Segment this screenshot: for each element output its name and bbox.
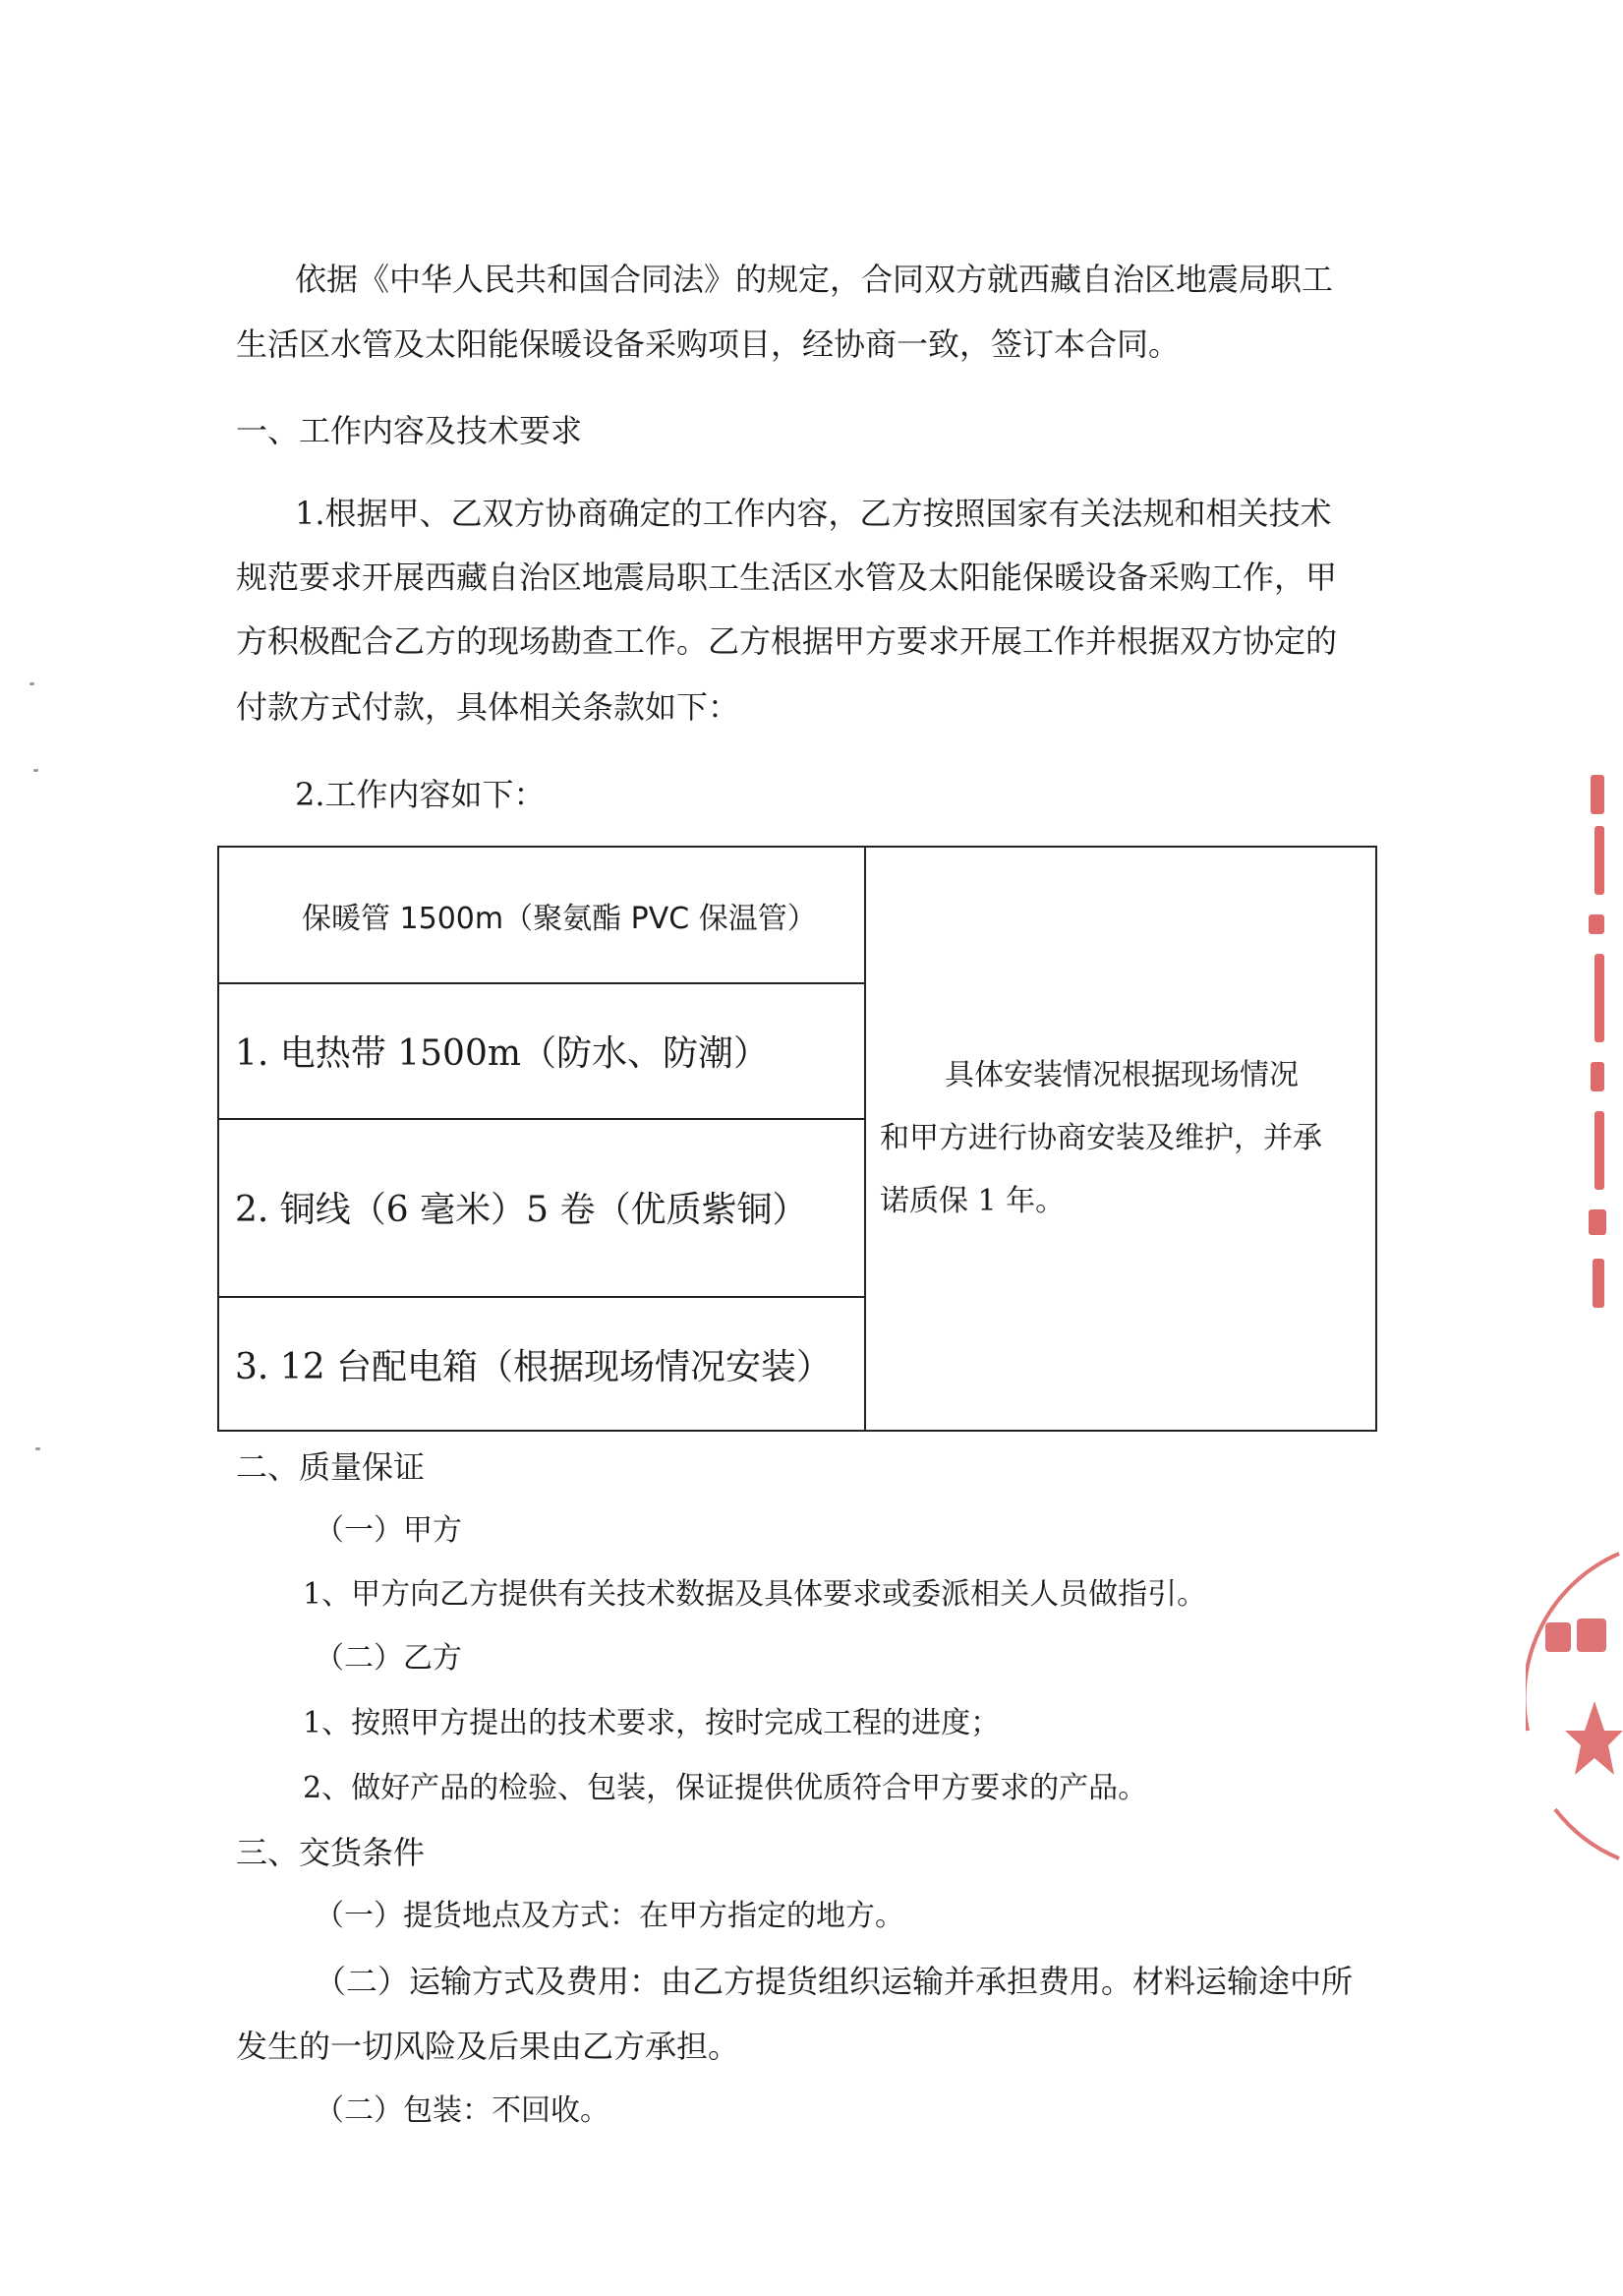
section-heading: 三、交货条件 xyxy=(236,1834,426,1871)
note-line: 具体安装情况根据现场情况 xyxy=(945,1058,1299,1092)
subsection-label: （一）甲方 xyxy=(315,1513,462,1548)
note-line: 诺质保 1 年。 xyxy=(880,1184,1066,1218)
scan-speck xyxy=(29,682,34,685)
scan-speck xyxy=(33,769,38,772)
clause-line: 发生的一切风险及后果由乙方承担。 xyxy=(236,2028,740,2065)
clause-line: （二）运输方式及费用：由乙方提货组织运输并承担费用。材料运输途中所 xyxy=(315,1963,1354,2000)
note-line: 和甲方进行协商安装及维护，并承 xyxy=(880,1121,1322,1155)
intro-paragraph-line: 生活区水管及太阳能保暖设备采购项目，经协商一致，签订本合同。 xyxy=(236,325,1181,363)
clause-line: （二）包装：不回收。 xyxy=(315,2093,609,2128)
clause-line: （一）提货地点及方式：在甲方指定的地方。 xyxy=(315,1899,904,1933)
scan-speck xyxy=(35,1447,40,1450)
clause-line: 1、甲方向乙方提供有关技术数据及具体要求或委派相关人员做指引。 xyxy=(303,1577,1207,1612)
clause-line: 规范要求开展西藏自治区地震局职工生活区水管及太阳能保暖设备采购工作，甲 xyxy=(236,559,1338,596)
clause-line: 1、按照甲方提出的技术要求，按时完成工程的进度； xyxy=(303,1706,1001,1740)
clause-line: 2、做好产品的检验、包装，保证提供优质符合甲方要求的产品。 xyxy=(303,1771,1148,1805)
clause-line: 方积极配合乙方的现场勘查工作。乙方根据甲方要求开展工作并根据双方协定的 xyxy=(236,622,1338,660)
intro-paragraph-line: 依据《中华人民共和国合同法》的规定，合同双方就西藏自治区地震局职工 xyxy=(295,261,1334,298)
table-row: 3. 12 台配电箱（根据现场情况安装） xyxy=(235,1346,833,1387)
work-content-table xyxy=(217,846,1377,1432)
seal-stamp-round xyxy=(1526,1534,1623,1888)
installation-note xyxy=(866,848,1375,1430)
clause-line: 2.工作内容如下： xyxy=(295,776,546,813)
subsection-label: （二）乙方 xyxy=(315,1641,462,1676)
section-heading: 一、工作内容及技术要求 xyxy=(236,412,583,449)
seal-stamp-edge xyxy=(1573,767,1612,1318)
table-row: 保暖管 1500m（聚氨酯 PVC 保温管） xyxy=(302,901,817,936)
table-row: 1. 电热带 1500m（防水、防潮） xyxy=(235,1032,769,1074)
section-heading: 二、质量保证 xyxy=(236,1448,426,1486)
clause-line: 1.根据甲、乙双方协商确定的工作内容，乙方按照国家有关法规和相关技术 xyxy=(295,495,1332,532)
clause-line: 付款方式付款，具体相关条款如下： xyxy=(236,688,740,726)
table-row: 2. 铜线（6 毫米）5 卷（优质紫铜） xyxy=(235,1190,808,1230)
